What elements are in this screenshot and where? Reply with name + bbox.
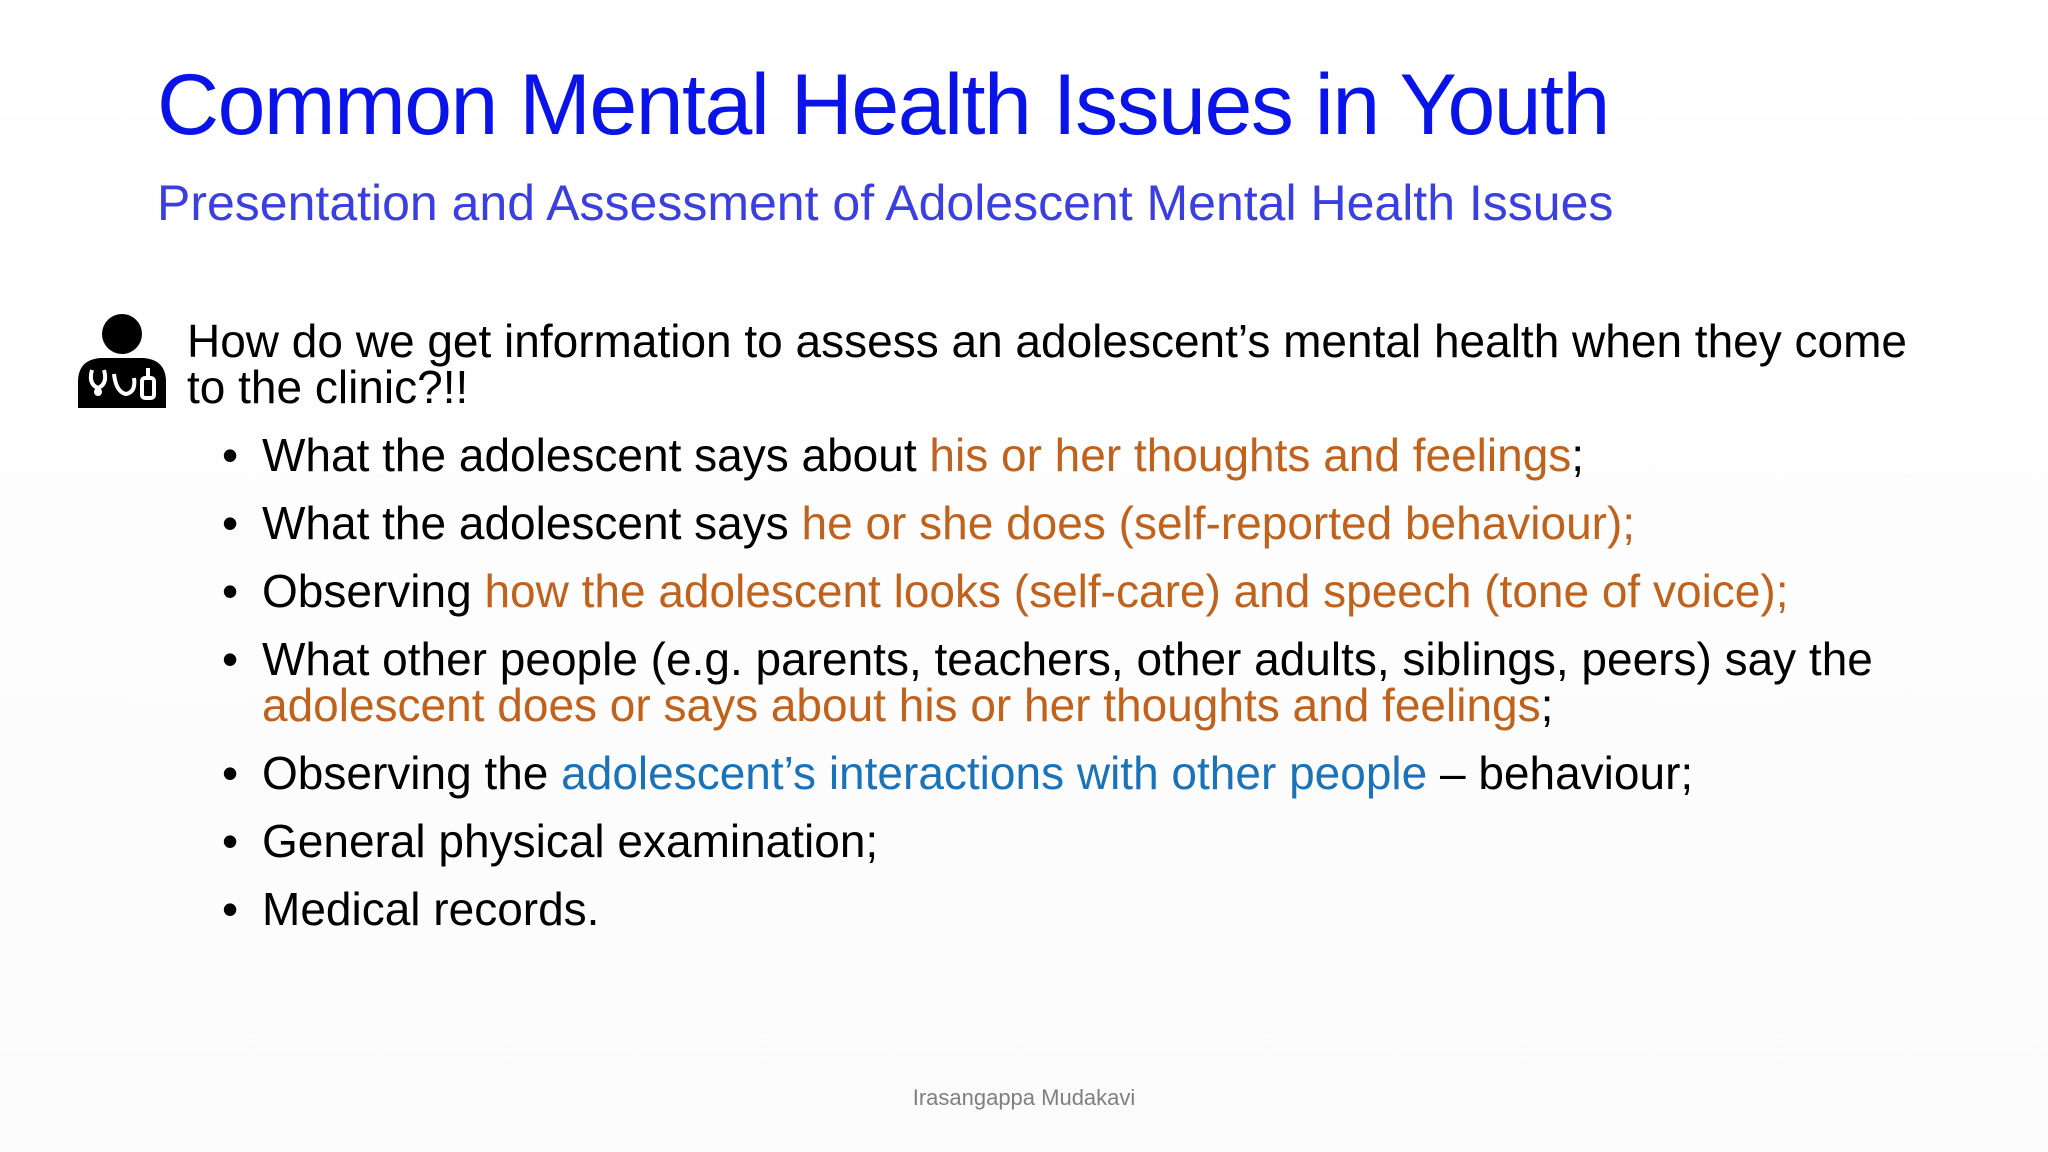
bullet-dot: • (222, 497, 239, 549)
list-item: • What the adolescent says about his or her thoughts and feelings; (222, 429, 1585, 481)
doctor-icon (70, 312, 166, 408)
list-item: • Observing the adolescent’s interactions with other people – behaviour; (222, 747, 1694, 799)
bullet-dot: • (222, 815, 239, 867)
bullet-dot: • (222, 633, 239, 685)
slide-subtitle: Presentation and Assessment of Adolescent Mental Health Issues (157, 175, 1614, 231)
list-item: • What the adolescent says he or she does (self-reported behaviour); (222, 497, 1636, 549)
slide-footer: Irasangappa Mudakavi (912, 1085, 1136, 1110)
list-item: • General physical examination; (222, 815, 879, 867)
bullet-dot: • (222, 429, 239, 481)
slide-title: Common Mental Health Issues in Youth (157, 57, 1609, 153)
bullet-list (222, 429, 1902, 954)
list-item: • Observing how the adolescent looks (self-care) and speech (tone of voice); (222, 565, 1789, 617)
bullet-dot: • (222, 565, 239, 617)
bullet-dot: • (222, 883, 239, 935)
list-item: • What other people (e.g. parents, teachers, other adults, siblings, peers) say the adolescent does or says about his or her thoughts and feelings; (222, 633, 1873, 731)
assessment-question: How do we get information to assess an adolescent’s mental health when they come to the clinic?!! (187, 315, 1908, 413)
list-item: • Medical records. (222, 883, 600, 935)
bullet-dot: • (222, 747, 239, 799)
